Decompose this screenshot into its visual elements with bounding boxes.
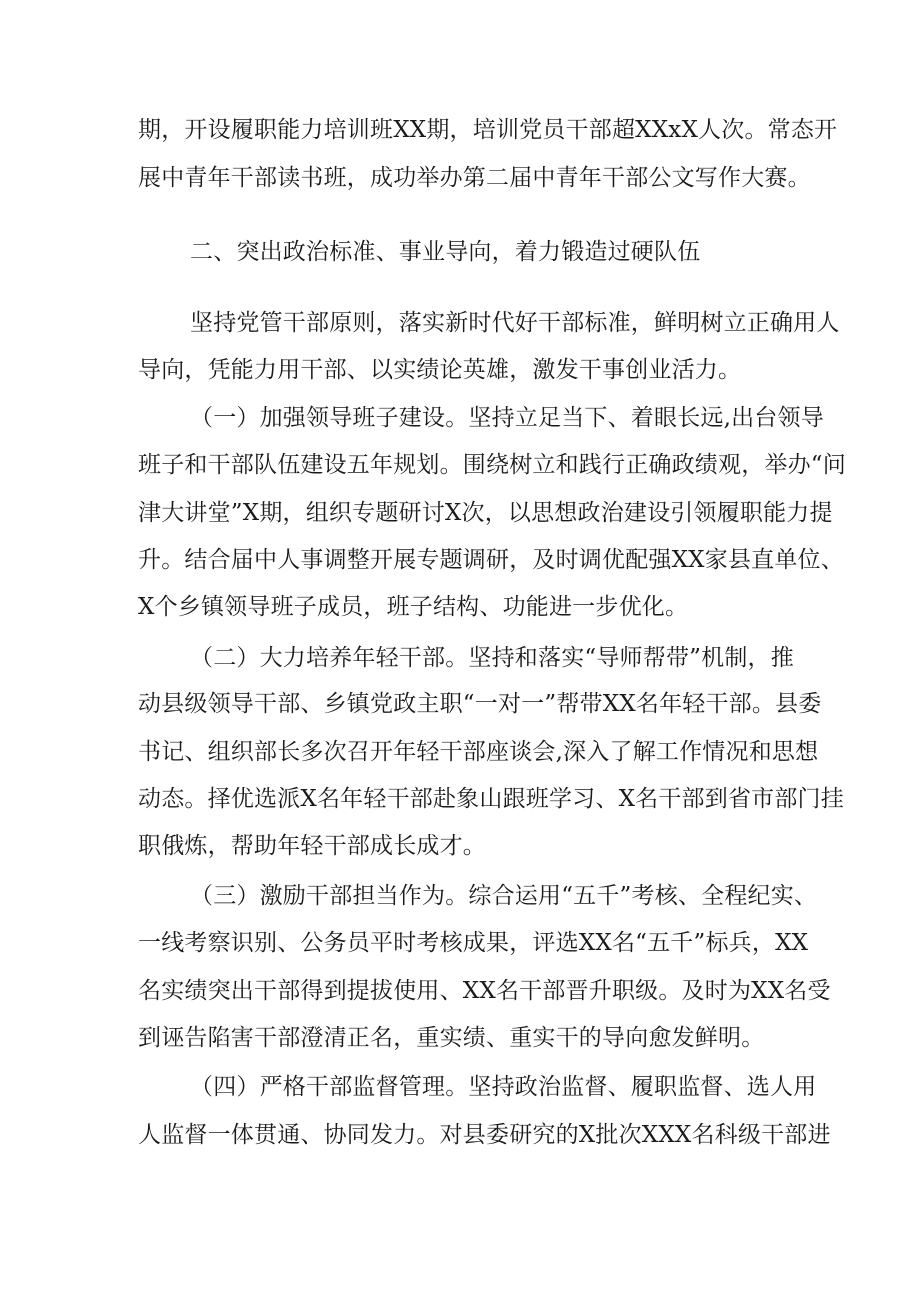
item-4-line: （四）严格干部监督管理。坚持政治监督、履职监督、选人用: [190, 1074, 817, 1100]
item-3-line: 到诬告陷害干部澄清正名，重实绩、重实干的导向愈发鲜明。: [138, 1025, 765, 1051]
item-1-line: 班子和干部队伍建设五年规划。围绕树立和践行正确政绩观，举办“问: [138, 452, 846, 478]
item-2-line: 书记、组织部长多次召开年轻干部座谈会,深入了解工作情况和思想: [138, 739, 819, 765]
item-1-line: 升。结合届中人事调整开展专题调研，及时调优配强XX家县直单位、: [138, 547, 844, 573]
paragraph-line: 展中青年干部读书班，成功举办第二届中青年干部公文写作大赛。: [138, 165, 811, 191]
item-2-line: （二）大力培养年轻干部。坚持和落实“导师帮带”机制，推: [190, 645, 794, 671]
section-heading: 二、突出政治标准、事业导向，着力锻造过硬队伍: [190, 239, 701, 265]
item-1-line: X个乡镇领导班子成员，班子结构、功能进一步优化。: [138, 594, 689, 620]
item-1-line: 津大讲堂”X期，组织专题研讨X次，以思想政治建设引领履职能力提: [138, 500, 833, 526]
item-4-line: 人监督一体贯通、协同发力。对县委研究的X批次XXX名科级干部进: [138, 1122, 831, 1148]
paragraph-line: 坚持党管干部原则，落实新时代好干部标准，鲜明树立正确用人: [190, 310, 840, 336]
paragraph-line: 导向，凭能力用干部、以实绩论英雄，激发干事创业活力。: [138, 357, 742, 383]
paragraph-line: 期，开设履职能力培训班XX期，培训党员干部超XXxX人次。常态开: [138, 117, 838, 143]
item-3-line: （三）激励干部担当作为。综合运用“五千”考核、全程纪实、: [190, 883, 818, 909]
item-2-line: 职俄炼，帮助年轻干部成长成才。: [138, 833, 486, 859]
item-3-line: 名实绩突出干部得到提拔使用、XX名干部晋升职级。及时为XX名受: [138, 978, 831, 1004]
item-2-line: 动态。择优选派X名年轻干部赴象山跟班学习、X名干部到省市部门挂: [138, 786, 844, 812]
item-1-line: （一）加强领导班子建设。坚持立足当下、着眼长远,出台领导: [190, 405, 824, 431]
item-3-line: 一线考察识别、公务员平时考核成果，评选XX名“五千”标兵，XX: [138, 930, 809, 956]
item-2-line: 动县级领导干部、乡镇党政主职“一对一”帮带XX名年轻干部。县委: [138, 691, 822, 717]
